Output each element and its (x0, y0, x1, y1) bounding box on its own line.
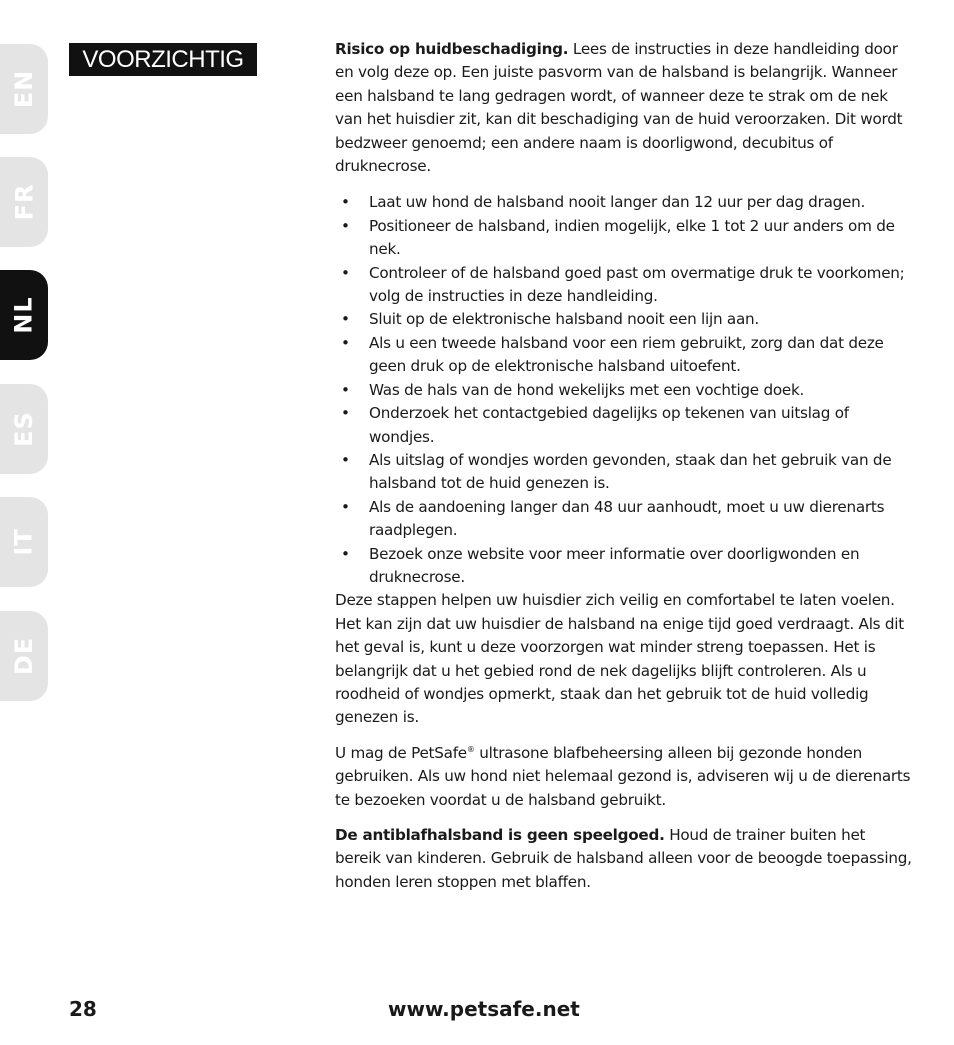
tab-de-label: DE (9, 636, 38, 676)
toy-bold: De antiblafhalsband is geen speelgoed. (335, 826, 665, 844)
healthy-post: ultrasone blafbeheersing alleen bij gezonde honden gebruiken. Als uw hond niet helemaal gezond is, adviseren wij u de dierenarts te bezoeken voordat u de halsband gebruikt. (335, 743, 911, 809)
intro-bold: Risico op huidbeschadiging. (335, 40, 569, 58)
tab-es-label: ES (10, 411, 38, 447)
list-item: • Onderzoek het contactgebied dagelijks op tekenen van uitslag of wondjes. (335, 402, 915, 449)
intro-text: Lees de instructies in deze handleiding door en volg deze op. Een juiste pasvorm van de halsband is belangrijk. Wanneer een halsband te lang gedragen wordt, of wanneer deze te strak om de nek van het huisdier zit, kan dit beschadiging van de huid veroorzaken. Dit wordt bedzweer genoemd; een andere naam is doorligwond, decubitus of druknecrose. (335, 40, 903, 176)
tab-it[interactable] (0, 497, 48, 587)
list-item: • Sluit op de elektronische halsband nooit een lijn aan. (335, 308, 915, 331)
tab-de[interactable] (0, 611, 48, 701)
page-number: 28 (69, 997, 97, 1021)
list-item: • Was de hals van de hond wekelijks met een vochtige doek. (335, 379, 915, 402)
tab-en[interactable] (0, 44, 48, 134)
healthy-dogs-paragraph (335, 742, 915, 812)
list-item: • Laat uw hond de halsband nooit langer dan 12 uur per dag dragen. (335, 191, 915, 214)
tab-nl[interactable] (0, 270, 48, 360)
main-content (335, 38, 915, 894)
tab-fr[interactable] (0, 157, 48, 247)
tab-it-label: IT (10, 528, 38, 556)
list-item: • Als de aandoening langer dan 48 uur aanhoudt, moet u uw dierenarts raadplegen. (335, 496, 915, 543)
list-item: • Als u een tweede halsband voor een riem gebruikt, zorg dan dat deze geen druk op de elektronische halsband uitoefent. (335, 332, 915, 379)
tab-en-label: EN (9, 69, 38, 109)
precaution-list (335, 191, 915, 589)
tab-fr-label: FR (10, 183, 38, 221)
list-item: • Bezoek onze website voor meer informatie over doorligwonden en druknecrose. (335, 543, 915, 590)
not-a-toy-paragraph (335, 824, 915, 894)
registered-mark: ® (466, 744, 475, 754)
healthy-pre: U mag de PetSafe (335, 743, 467, 762)
list-item: • Controleer of de halsband goed past om overmatige druk te voorkomen; volg de instructies in deze handleiding. (335, 262, 915, 309)
toy-text: Houd de trainer buiten het bereik van kinderen. Gebruik de halsband alleen voor de beoogde toepassing, honden leren stoppen met blaffen. (335, 826, 912, 891)
after-bullets-paragraph: Deze stappen helpen uw huisdier zich veilig en comfortabel te laten voelen. Het kan zijn dat uw huisdier de halsband na enige tijd goed verdraagt. Als dit het geval is, kunt u deze voorzorgen wat minder streng toepassen. Het is belangrijk dat u het gebied rond de nek dagelijks blijft controleren. Als u roodheid of wondjes opmerkt, staak dan het gebruik tot de huid volledig genezen is. (335, 591, 904, 727)
list-item: • Positioneer de halsband, indien mogelijk, elke 1 tot 2 uur anders om de nek. (335, 215, 915, 262)
footer-url[interactable]: www.petsafe.net (388, 997, 580, 1021)
caution-heading: VOORZICHTIG (69, 43, 257, 76)
tab-nl-label: NL (9, 296, 38, 334)
intro-paragraph (335, 38, 915, 178)
list-item: • Als uitslag of wondjes worden gevonden, staak dan het gebruik van de halsband tot de huid genezen is. (335, 449, 915, 496)
tab-es[interactable] (0, 384, 48, 474)
